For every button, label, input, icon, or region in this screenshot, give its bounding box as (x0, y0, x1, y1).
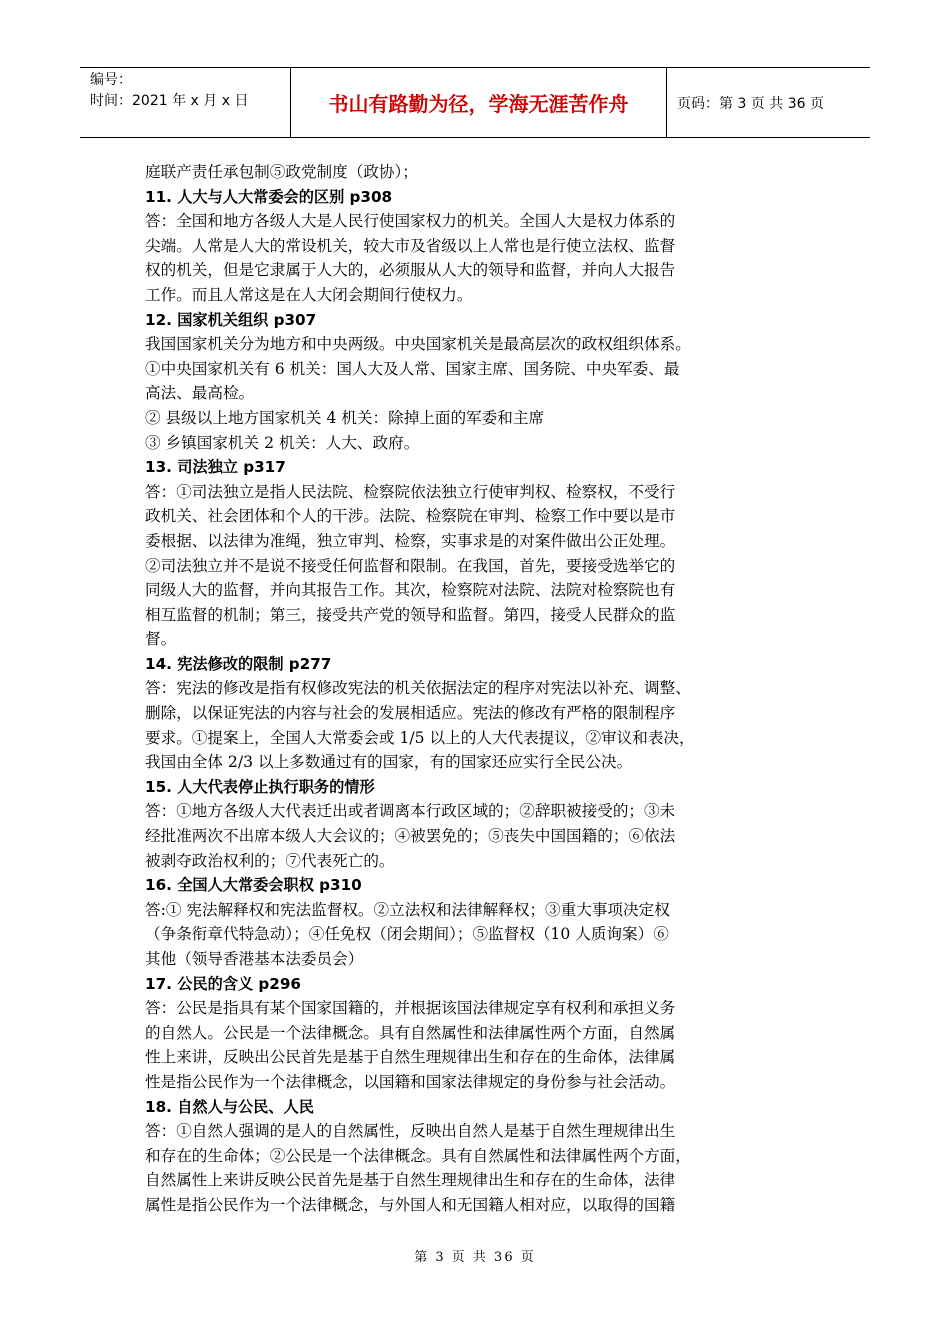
body-line: 我国国家机关分为地方和中央两级。中央国家机关是最高层次的政权组织体系。 (145, 335, 691, 354)
body-line: 属性是指公民作为一个法律概念，与外国人和无国籍人相对应，以取得的国籍 (145, 1195, 676, 1214)
body-line: 尖端。人常是人大的常设机关，较大市及省级以上人常也是行使立法权、监督 (145, 236, 676, 255)
body-line: （争条衔章代特急动）；④任免权（闭会期间）；⑤监督权（10 人质询案）⑥ (145, 925, 669, 944)
body-line: 答：①地方各级人大代表迁出或者调离本行政区域的；②辞职被接受的；③未 (145, 802, 676, 821)
body-line: 性是指公民作为一个法律概念，以国籍和国家法律规定的身份参与社会活动。 (145, 1072, 676, 1091)
body-line: ③ 乡镇国家机关 2 机关：人大、政府。 (145, 433, 420, 452)
section-heading: 15. 人大代表停止执行职务的情形 (145, 777, 375, 796)
body-line: 答：①司法独立是指人民法院、检察院依法独立行使审判权、检察权，不受行 (145, 482, 676, 501)
body-line: 答：①自然人强调的是人的自然属性，反映出自然人是基于自然生理规律出生 (145, 1122, 676, 1141)
body-line: 的自然人。公民是一个法律概念。具有自然属性和法律属性两个方面，自然属 (145, 1023, 676, 1042)
body-line: 自然属性上来讲反映公民首先是基于自然生理规律出生和存在的生命体，法律 (145, 1171, 676, 1190)
document-number-label: 编号： (90, 72, 132, 88)
body-line: 和存在的生命体；②公民是一个法律概念。具有自然属性和法律属性两个方面， (145, 1146, 691, 1165)
body-line: 高法、最高检。 (145, 384, 255, 403)
body-line: 要求。①提案上，全国人大常委会或 1/5 以上的人大代表提议，②审议和表决， (145, 728, 695, 747)
body-line: ①中央国家机关有 6 机关：国人大及人常、国家主席、国务院、中央军委、最 (145, 359, 680, 378)
page-footer: 第 3 页 共 36 页 (414, 1250, 536, 1265)
body-line: 性上来讲，反映出公民首先是基于自然生理规律出生和存在的生命体，法律属 (145, 1048, 676, 1067)
header-meta (80, 68, 290, 137)
section-heading: 12. 国家机关组织 p307 (145, 310, 317, 329)
section-heading: 16. 全国人大常委会职权 p310 (145, 876, 362, 895)
header-page-info: 页码：第 3 页 共 36 页 (677, 95, 824, 112)
section-heading: 18. 自然人与公民、人民 (145, 1097, 314, 1116)
document-date-label: 时间：2021 年 x 月 x 日 (90, 93, 249, 109)
body-line: 答：全国和地方各级人大是人民行使国家权力的机关。全国人大是权力体系的 (145, 212, 676, 231)
body-line: 政机关、社会团体和个人的干涉。法院、检察院在审判、检察工作中要以是市 (145, 507, 676, 526)
body-line: 督。 (145, 630, 177, 649)
section-heading: 17. 公民的含义 p296 (145, 974, 301, 993)
section-heading: 11. 人大与人大常委会的区别 p308 (145, 187, 393, 206)
body-line: 同级人大的监督，并向其报告工作。其次，检察院对法院、法院对检察院也有 (145, 581, 676, 600)
body-line: 相互监督的机制；第三，接受共产党的领导和监督。第四，接受人民群众的监 (145, 605, 676, 624)
body-line: 经批准两次不出席本级人大会议的；④被罢免的；⑤丧失中国国籍的；⑥依法 (145, 827, 676, 846)
document-body (145, 160, 810, 1218)
body-line: 删除，以保证宪法的内容与社会的发展相适应。宪法的修改有严格的限制程序 (145, 704, 676, 723)
body-line: 我国由全体 2/3 以上多数通过有的国家，有的国家还应实行全民公决。 (145, 753, 633, 772)
body-line: ②司法独立并不是说不接受任何监督和限制。在我国，首先，要接受选举它的 (145, 556, 676, 575)
body-line: 其他（领导香港基本法委员会） (145, 950, 364, 968)
body-line: 工作。而且人常这是在人大闭会期间行使权力。 (145, 285, 473, 304)
body-line: 答：公民是指具有某个国家国籍的，并根据该国法律规定享有权利和承担义务 (145, 999, 676, 1018)
body-line: 被剥夺政治权利的；⑦代表死亡的。 (145, 851, 395, 870)
page-header (80, 67, 870, 138)
section-heading: 13. 司法独立 p317 (145, 458, 286, 477)
body-line: 委根据、以法律为准绳，独立审判、检察，实事求是的对案件做出公正处理。 (145, 531, 676, 550)
body-line: 答:① 宪法解释权和宪法监督权。②立法权和法律解释权；③重大事项决定权 (145, 900, 670, 919)
body-line: 答：宪法的修改是指有权修改宪法的机关依据法定的程序对宪法以补充、调整、 (145, 679, 691, 698)
body-line: ② 县级以上地方国家机关 4 机关：除掉上面的军委和主席 (145, 408, 545, 427)
header-motto: 书山有路勤为径，学海无涯苦作舟 (290, 68, 667, 137)
section-heading: 14. 宪法修改的限制 p277 (145, 654, 332, 673)
body-line: 庭联产责任承包制⑤政党制度（政协）； (145, 163, 418, 181)
body-line: 权的机关，但是它隶属于人大的，必须服从人大的领导和监督，并向人大报告 (145, 261, 676, 280)
